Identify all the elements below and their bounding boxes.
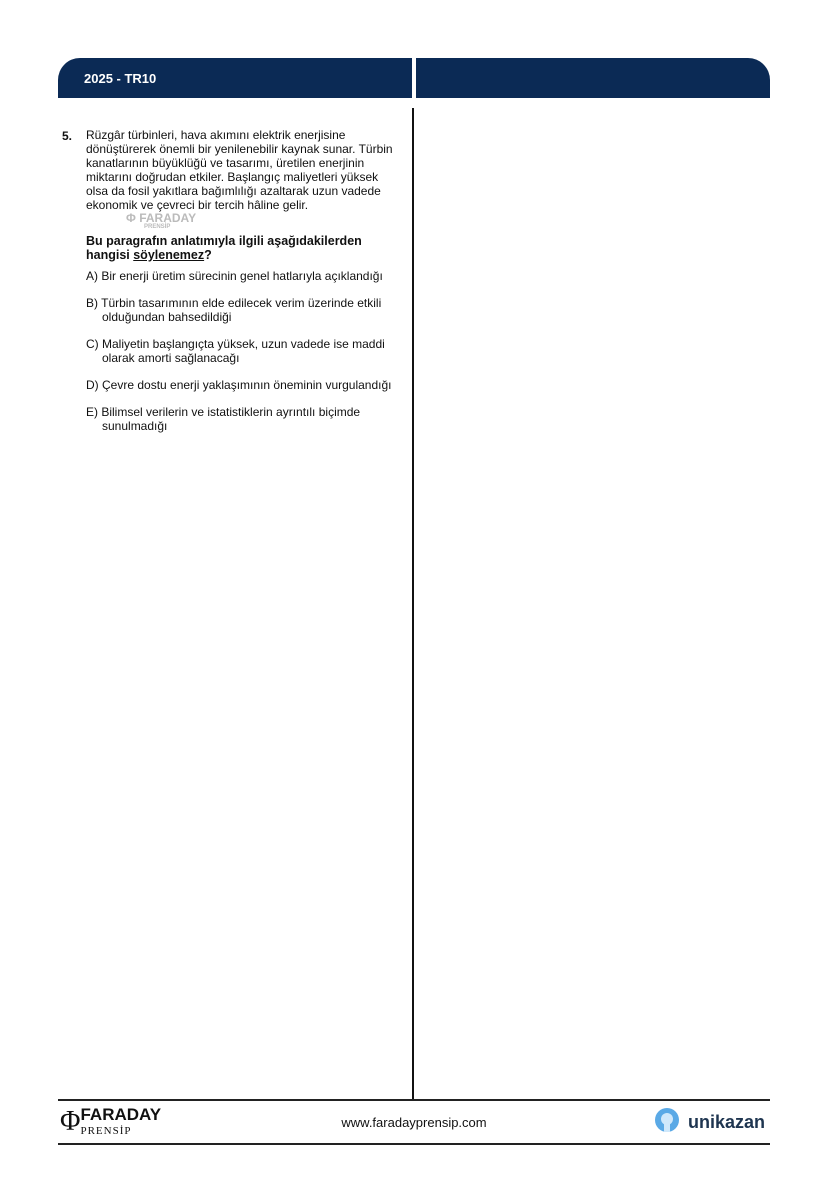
question-paragraph: Rüzgâr türbinleri, hava akımını elektrik enerjisine dönüştürerek önemli bir yenilenebilir kaynak sunar. Türbin kanatlarının büyüklüğü ve tasarımı, üretilen enerjinin miktarını doğrudan etkiler. Başlangıç maliyetleri yüksek olsa da fosil yakıtlara bağımlılığı azaltarak uzun vadede ekonomik ve çevreci bir tercih hâline gelir. (86, 128, 393, 212)
question-column (86, 128, 398, 433)
option-a[interactable]: A) Bir enerji üretim sürecinin genel hatlarıyla açıklandığı (86, 269, 383, 283)
question-stem: Bu paragrafın anlatımıyla ilgili aşağıdakilerden hangisi söylenemez? (86, 234, 362, 262)
website-link[interactable]: www.faradayprensip.com (341, 1115, 487, 1130)
footer-bottom-line (58, 1143, 770, 1145)
faraday-logo: ΦFARADAY PRENSİP (60, 1105, 162, 1137)
watermark-logo: Φ FARADAY PRENSİP (126, 211, 197, 230)
exam-code: 2025 - TR10 (84, 71, 157, 86)
question-block (86, 128, 398, 230)
header-bar-left (58, 58, 412, 98)
option-c[interactable]: C) Maliyetin başlangıçta yüksek, uzun vadede ise maddi olarak amorti sağlanacağı (86, 337, 385, 365)
column-divider (412, 108, 414, 1100)
header-bar-right (416, 58, 770, 98)
unikazan-logo: unikazan (652, 1107, 765, 1137)
option-d[interactable]: D) Çevre dostu enerji yaklaşımının öneminin vurgulandığı (86, 378, 392, 392)
question-number: 5. (62, 129, 73, 143)
option-e[interactable]: E) Bilimsel verilerin ve istatistiklerin ayrıntılı biçimde sunulmadığı (86, 405, 361, 433)
option-b[interactable]: B) Türbin tasarımının elde edilecek verim üzerinde etkili olduğundan bahsedildiği (86, 296, 382, 324)
footer-top-line (58, 1099, 770, 1101)
bulb-head-icon (652, 1107, 682, 1137)
